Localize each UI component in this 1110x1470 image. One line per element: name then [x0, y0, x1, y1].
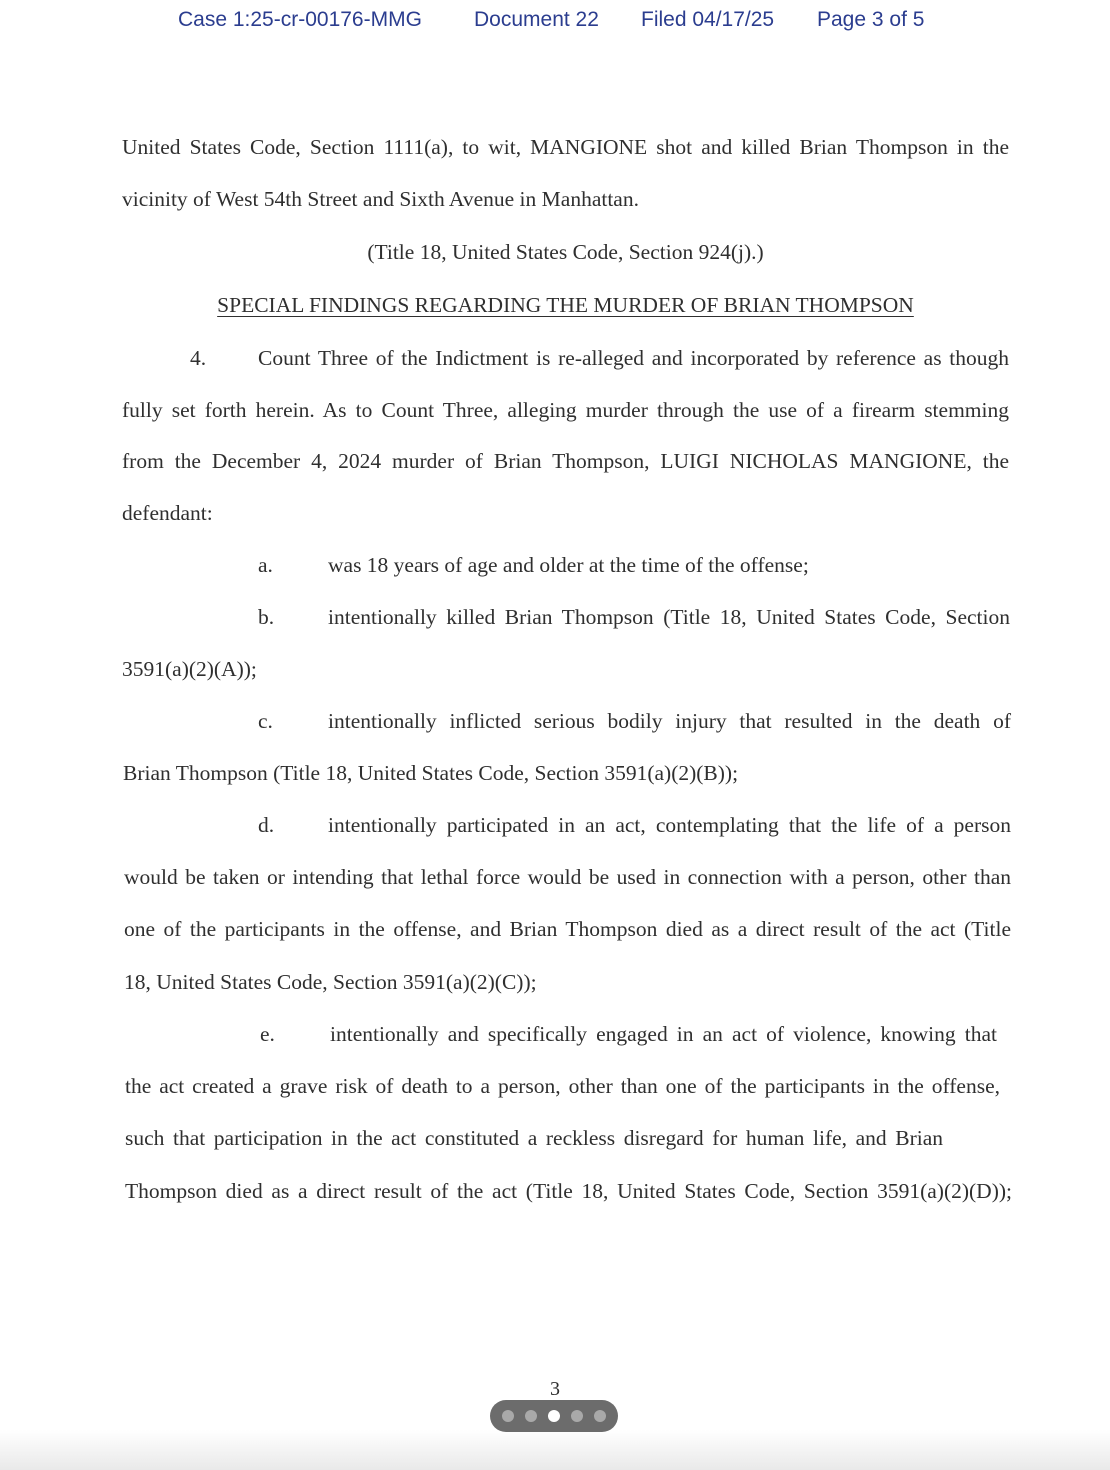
list-item-text: 3591(a)(2)(A)); — [122, 657, 257, 681]
page-dot[interactable] — [525, 1410, 537, 1422]
page-dot[interactable] — [502, 1410, 514, 1422]
section-heading: SPECIAL FINDINGS REGARDING THE MURDER OF BRIAN THOMPSON — [217, 293, 914, 317]
statute-citation: (Title 18, United States Code, Section 924(j).) — [367, 240, 764, 264]
list-item-text: intentionally killed Brian Thompson (Title 18, United States Code, Section — [328, 605, 1010, 629]
body-line: United States Code, Section 1111(a), to wit, MANGIONE shot and killed Brian Thompson in the — [122, 135, 1009, 159]
list-item-text: such that participation in the act constituted a reckless disregard for human life, and Brian — [125, 1126, 943, 1150]
page-carousel-indicator[interactable] — [490, 1400, 618, 1432]
page-dot[interactable] — [594, 1410, 606, 1422]
list-item-text: one of the participants in the offense, and Brian Thompson died as a direct result of the act (Title — [124, 917, 1011, 941]
case-number: Case 1:25-cr-00176-MMG — [178, 8, 422, 31]
body-line: fully set forth herein. As to Count Three, alleging murder through the use of a firearm stemming — [122, 398, 1009, 422]
list-item-text: the act created a grave risk of death to a person, other than one of the participants in the offense, — [125, 1074, 1000, 1098]
body-line: Count Three of the Indictment is re-alleged and incorporated by reference as though — [258, 346, 1009, 370]
filed-date: Filed 04/17/25 — [641, 8, 775, 31]
list-item-letter: d. — [258, 813, 275, 837]
list-item-text: intentionally and specifically engaged in an act of violence, knowing that — [330, 1022, 997, 1046]
list-item-letter: c. — [258, 709, 273, 733]
document-header — [0, 6, 1110, 36]
page-dot[interactable] — [548, 1410, 560, 1422]
body-line: defendant: — [122, 501, 213, 525]
body-line: vicinity of West 54th Street and Sixth Avenue in Manhattan. — [122, 187, 639, 211]
list-item-text: Thompson died as a direct result of the act (Title 18, United States Code, Section 3591(a)(2)(D)); — [125, 1179, 1012, 1203]
list-item-text: was 18 years of age and older at the time of the offense; — [328, 553, 809, 577]
list-item-letter: b. — [258, 605, 275, 629]
list-item-letter: e. — [260, 1022, 275, 1046]
document-number: Document 22 — [474, 8, 599, 31]
body-line: from the December 4, 2024 murder of Brian Thompson, LUIGI NICHOLAS MANGIONE, the — [122, 449, 1009, 473]
paragraph-number: 4. — [190, 346, 207, 370]
list-item-text: would be taken or intending that lethal force would be used in connection with a person, other than — [124, 865, 1011, 889]
bottom-gradient — [0, 1430, 1110, 1470]
list-item-text: intentionally inflicted serious bodily injury that resulted in the death of — [328, 709, 1011, 733]
list-item-text: Brian Thompson (Title 18, United States Code, Section 3591(a)(2)(B)); — [123, 761, 739, 785]
page-dot[interactable] — [571, 1410, 583, 1422]
page-number: 3 — [550, 1378, 560, 1400]
list-item-text: intentionally participated in an act, contemplating that the life of a person — [328, 813, 1011, 837]
page-indicator: Page 3 of 5 — [817, 8, 925, 31]
list-item-text: 18, United States Code, Section 3591(a)(2)(C)); — [124, 970, 537, 994]
list-item-letter: a. — [258, 553, 273, 577]
